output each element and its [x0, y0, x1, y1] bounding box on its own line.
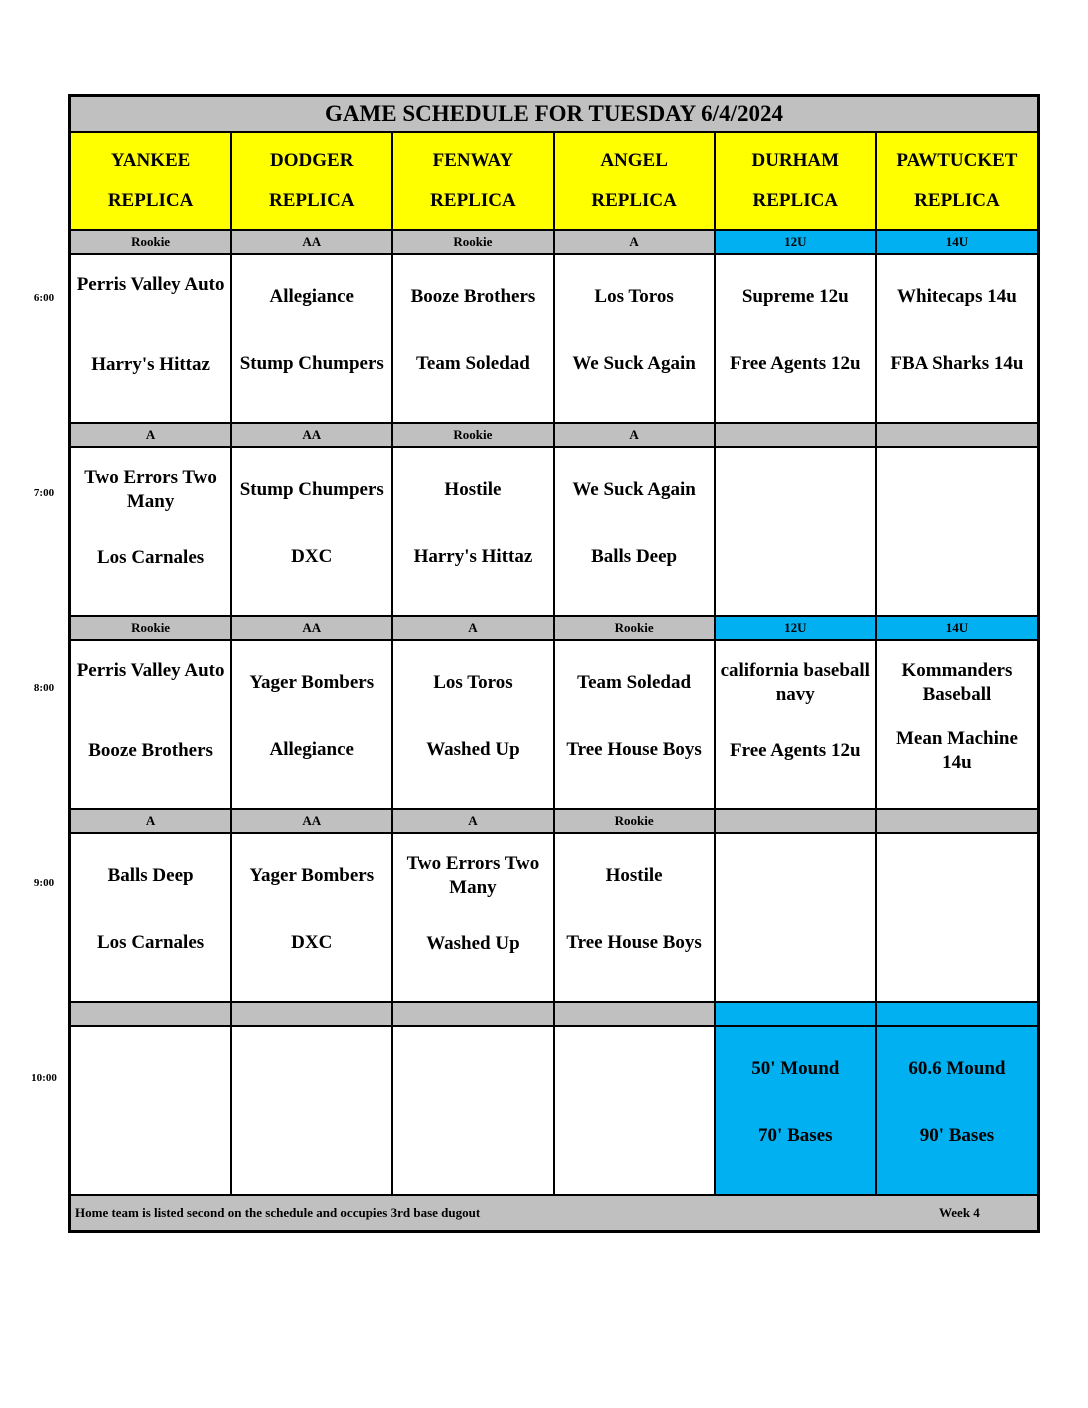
game-cell [71, 448, 232, 615]
home-team-note: Home team is listed second on the schedule and occupies 3rd base dugout [75, 1205, 481, 1220]
division-label [716, 424, 877, 446]
division-label: 14U [877, 617, 1037, 639]
time-label: 6:00 [33, 292, 55, 304]
division-row-8pm [71, 617, 1037, 641]
home-team: Booze Brothers [88, 739, 213, 761]
field-suffix: REPLICA [914, 189, 1000, 211]
division-label: A [71, 424, 232, 446]
game-cell [877, 255, 1037, 422]
time-label: 7:00 [33, 487, 55, 499]
game-cell [877, 448, 1037, 615]
away-team [71, 1027, 230, 1110]
away-team [716, 448, 875, 531]
away-team: Los Toros [594, 285, 674, 307]
home-team: FBA Sharks 14u [890, 353, 1024, 375]
field-header-angel [555, 133, 716, 229]
away-team: Allegiance [269, 285, 354, 307]
base-distance: 70' Bases [758, 1125, 833, 1147]
field-header-dodger [232, 133, 393, 229]
division-label [232, 1003, 393, 1025]
home-team [71, 1110, 230, 1194]
game-cell [716, 255, 877, 422]
game-cell [71, 255, 232, 422]
division-label: AA [232, 810, 393, 832]
away-team: california baseball navy [720, 660, 870, 705]
home-team [716, 531, 875, 615]
home-team: Los Carnales [97, 546, 205, 568]
division-label [716, 810, 877, 832]
away-team: Balls Deep [107, 864, 194, 886]
game-row-8pm [71, 641, 1037, 810]
division-label: 12U [716, 617, 877, 639]
away-team: Team Soledad [577, 671, 692, 693]
home-team [555, 1110, 714, 1194]
division-label: A [555, 424, 716, 446]
game-cell [555, 834, 716, 1001]
game-cell [393, 1027, 554, 1194]
away-team: Los Toros [433, 671, 513, 693]
field-header-durham [716, 133, 877, 229]
away-team: Supreme 12u [741, 285, 849, 307]
away-team [555, 1027, 714, 1110]
home-team [877, 917, 1037, 1001]
away-team: Two Errors Two Many [406, 853, 540, 898]
home-team: Tree House Boys [566, 932, 702, 954]
home-team: Tree House Boys [566, 739, 702, 761]
field-name: DODGER [270, 150, 354, 172]
division-row-6pm [71, 231, 1037, 255]
mound-distance: 60.6 Mound [908, 1057, 1006, 1079]
away-team: Hostile [444, 478, 502, 500]
field-suffix: REPLICA [430, 189, 516, 211]
game-cell [716, 641, 877, 808]
home-team: Stump Chumpers [239, 353, 384, 375]
game-cell [232, 448, 393, 615]
home-team: Team Soledad [416, 353, 530, 375]
game-cell [71, 641, 232, 808]
division-label: AA [232, 231, 393, 253]
game-cell [71, 1027, 232, 1194]
home-team [877, 531, 1037, 615]
game-cell [716, 834, 877, 1001]
away-team: Two Errors Two Many [84, 467, 217, 512]
field-suffix: REPLICA [107, 189, 194, 211]
division-label: Rookie [71, 231, 232, 253]
away-team: Perris Valley Auto [76, 274, 225, 295]
division-label: 12U [716, 231, 877, 253]
game-cell [555, 641, 716, 808]
game-cell [232, 1027, 393, 1194]
mound-distance: 50' Mound [751, 1057, 840, 1079]
game-cell [555, 1027, 716, 1194]
game-cell [555, 255, 716, 422]
field-spec-cell [877, 1027, 1037, 1194]
game-cell [71, 834, 232, 1001]
away-team [877, 834, 1037, 917]
field-name: FENWAY [432, 150, 514, 172]
home-team: Washed Up [426, 739, 520, 761]
field-name: DURHAM [751, 150, 840, 172]
game-cell [555, 448, 716, 615]
home-team: Washed Up [426, 932, 520, 954]
home-team: Harry's Hittaz [91, 353, 210, 375]
division-label: AA [232, 424, 393, 446]
field-name: PAWTUCKET [896, 150, 1018, 172]
field-name: YANKEE [110, 150, 191, 172]
division-label [877, 1003, 1037, 1025]
field-header-yankee [71, 133, 232, 229]
away-team: Booze Brothers [410, 285, 536, 307]
home-team: DXC [291, 932, 333, 954]
home-team: We Suck Again [572, 353, 696, 375]
home-team: Los Carnales [97, 932, 205, 954]
game-row-6pm [71, 255, 1037, 424]
field-spec-cell [716, 1027, 877, 1194]
away-team: Yager Bombers [249, 864, 375, 886]
division-row-10pm [71, 1003, 1037, 1027]
division-row-7pm [71, 424, 1037, 448]
away-team [877, 448, 1037, 531]
game-cell [877, 641, 1037, 808]
game-cell [393, 255, 554, 422]
away-team [393, 1027, 552, 1110]
away-team: Perris Valley Auto [76, 660, 225, 681]
field-suffix: REPLICA [269, 189, 355, 211]
time-label: 8:00 [33, 682, 55, 694]
division-label: A [393, 810, 554, 832]
game-row-10pm [71, 1027, 1037, 1196]
game-cell [877, 834, 1037, 1001]
game-cell [232, 834, 393, 1001]
division-label: A [393, 617, 554, 639]
division-label: A [555, 231, 716, 253]
away-team: Whitecaps 14u [897, 285, 1017, 307]
home-team: Free Agents 12u [730, 353, 861, 375]
away-team [716, 834, 875, 917]
game-cell [393, 641, 554, 808]
footer-bar [71, 1196, 1037, 1230]
field-header-row [71, 133, 1037, 231]
division-label [877, 810, 1037, 832]
week-label: Week 4 [939, 1205, 980, 1220]
division-label: Rookie [393, 424, 554, 446]
home-team: Free Agents 12u [730, 739, 861, 761]
game-cell [232, 641, 393, 808]
division-label: Rookie [555, 810, 716, 832]
game-row-9pm [71, 834, 1037, 1003]
away-team: Yager Bombers [249, 671, 375, 693]
home-team: Harry's Hittaz [413, 546, 533, 568]
time-label: 9:00 [33, 877, 55, 889]
game-row-7pm [71, 448, 1037, 617]
field-name: ANGEL [600, 150, 668, 172]
division-label [555, 1003, 716, 1025]
division-label [877, 424, 1037, 446]
division-label [71, 1003, 232, 1025]
home-team [393, 1110, 552, 1194]
away-team: Hostile [605, 864, 663, 886]
away-team: Stump Chumpers [239, 478, 384, 500]
home-team: Mean Machine 14u [895, 727, 1018, 773]
home-team: Allegiance [269, 739, 354, 761]
home-team [232, 1110, 391, 1194]
base-distance: 90' Bases [919, 1125, 995, 1147]
division-label [716, 1003, 877, 1025]
away-team [232, 1027, 391, 1110]
division-label: Rookie [71, 617, 232, 639]
schedule-title: GAME SCHEDULE FOR TUESDAY 6/4/2024 [325, 101, 783, 126]
away-team: Kommanders Baseball [901, 660, 1013, 705]
home-team: Balls Deep [591, 546, 678, 568]
time-label: 10:00 [31, 1072, 57, 1084]
home-team: DXC [291, 546, 333, 568]
field-header-pawtucket [877, 133, 1037, 229]
game-cell [393, 448, 554, 615]
away-team: We Suck Again [572, 478, 696, 500]
game-cell [232, 255, 393, 422]
division-label [393, 1003, 554, 1025]
field-suffix: REPLICA [752, 189, 839, 211]
division-label: Rookie [555, 617, 716, 639]
division-label: Rookie [393, 231, 554, 253]
home-team [716, 917, 875, 1001]
field-header-fenway [393, 133, 554, 229]
schedule-title-bar [71, 97, 1037, 133]
division-label: 14U [877, 231, 1037, 253]
schedule-table [68, 94, 1040, 1233]
game-cell [393, 834, 554, 1001]
division-label: A [71, 810, 232, 832]
game-cell [716, 448, 877, 615]
division-row-9pm [71, 810, 1037, 834]
division-label: AA [232, 617, 393, 639]
field-suffix: REPLICA [591, 189, 677, 211]
